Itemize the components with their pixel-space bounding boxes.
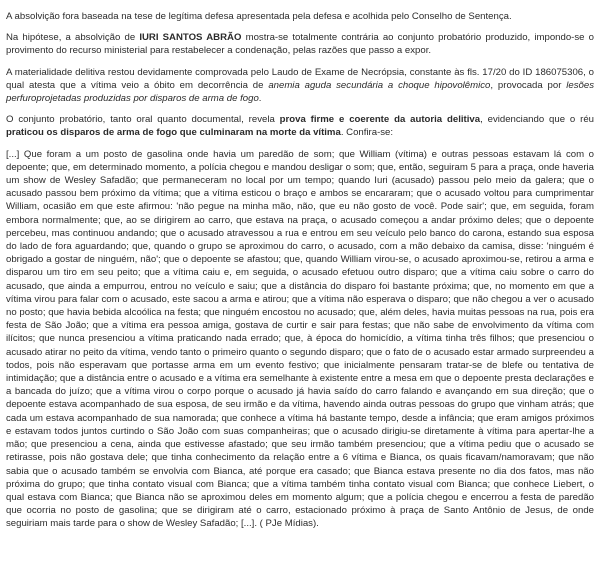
text-run: O conjunto probatório, tanto oral quanto documental, revela [6,114,280,126]
text-run: , provocada por [490,79,567,91]
text-run: . Confira-se: [340,127,394,139]
paragraph-absolution: A absolvição fora baseada na tese de legítima defesa apresentada pela defesa e acolhida pelo Conselho de Sentença. [6,11,512,22]
paragraph-materiality [6,66,594,106]
defendant-name: IURI SANTOS ABRÃO [139,32,242,44]
text-run: mostra-se totalmente contrária ao conjunto probatório produzido, impondo-se o provimento do recurso ministerial para restabelecer a condenação, pelas razões que passo a expor. [6,32,594,57]
emphasis-proof: prova firme e coerente da autoria delitiva [279,114,481,126]
paragraph-evidence [6,113,594,139]
text-run: , evidenciando que o réu [480,114,594,126]
testimony-quote: [...] Que foram a um posto de gasolina onde havia um paredão de som; que William (vítima) e outras pessoas estavam lá com o depoente; que, em determinado momento, a polícia chegou e mandou desligar o som; que, então, seguiram 5 para a praça, onde haveria um show de Wesley Safadão; que permaneceram no local por um tempo; quando Iuri (acusado) passou pelo meio da galera; que o acusado passou bem próximo da vítima; que a vítima esticou o braço e ambos se encararam; que o acusado voltou para cumprimentar William, ocasião em que este afirmou: 'não pegue na minha mão, não, que eu não gosto de você. Pode sair'; que, em seguida, foram embora normalmente; que, ao se dirigirem ao carro, que estava na praça, o acusado começou a andar próximo deles; que o depoente percebeu, mas continuou andando; que o acusado atravessou a rua e entrou em seu veículo pelo banco do carona, estando sua esposa do lado de fora aguardando; que, quando o grupo se aproximou do carro, o acusado, com a mão debaixo da camisa, disse: 'ninguém é obrigado a gostar de ninguém, não'; que o depoente se afastou; que, quando William virou-se, o acusado aproximou-se, retirou a arma e disparou um tiro em seu peito; que a vítima caiu e, em seguida, o acusado efetuou outro disparo; que a vítima caiu sobre o carro do acusado, que ainda a empurrou, entrou no veículo e saiu; que a distância do disparo foi bastante próxima; que, no momento em que a vítima virou para falar com o acusado, este sacou a arma e atirou; que a vítima não esperava o disparo; que não chegou a ver o acusado no posto; que havia bebida alcoólica na festa; que ninguém encostou no acusado; que, além deles, havia muitas pessoas na rua, pois era festa de São João; que a vítima era pessoa amiga, gostava de curtir e sair para festas; que não sabe de envolvimento da vítima com ilícitos; que nunca presenciou a vítima praticando nada errado; que, à época do homicídio, a vítima tinha três filhos; que presenciou o acusado atirar no peito da vítima, vendo tanto o primeiro quanto o segundo disparo; que o fato de o acusado estar armado surpreendeu a todos, pois não esperavam que portasse arma em um evento festivo; que inicialmente pensaram tratar-se de blefe ou tentativa de intimidação; que a distância entre o acusado e a vítima era semelhante à existente entre a mesa em que o depoente presta declarações e a bancada do juízo; que a vítima virou o corpo porque o acusado já havia saído do carro falando e avançando em sua direção; que o depoente estava acompanhado de sua esposa, de seu irmão e da vítima, havendo ainda outras pessoas do grupo que vinham atrás; que cada um estava acompanhado de sua namorada; que conhece a vítima há bastante tempo, desde a infância; que eram amigos próximos e estavam todos juntos curtindo o São João com suas companheiras; que o acusado dirigiu-se diretamente à vítima para apertar-lhe a mão; que presenciou a cena, ainda que estivesse afastado; que seu irmão também presenciou; que a vítima pediu que o acusado se retirasse, pois não gostava dele; que tinha conhecimento da relação entre a 6 vítima e Bianca, os quais ficavam/namoravam; que não sabia que o acusado também se envolvia com Bianca, até porque era casado; que Bianca estava presente no dia dos fatos, mas não próxima do grupo; que tinha contato visual com Bianca; que a vítima também tinha contato visual com Bianca; que conhece Liebert, o qual estava com Bianca; que Bianca não se aproximou deles em momento algum; que a polícia chegou e encerrou a festa de paredão que ocorria no posto de gasolina; que se dirigiram até o carro, estacionado próximo à praça de Santo Antônio de Jesus, de onde seguiriam mais tarde para o show de Wesley Safadão; [...]. ( PJe Mídias). [6,148,594,530]
text-run: . [258,93,262,105]
paragraph-hypothesis [6,31,594,57]
text-run: Na hipótese, a absolvição de [6,32,140,44]
cause-of-death: anemia aguda secundária a choque hipovolêmico [268,79,491,91]
injury-description: lesões perfuroprojetadas produzidas por disparos de arma de fogo [6,79,594,105]
emphasis-shots: praticou os disparos de arma de fogo que culminaram na morte da vítima [6,127,341,139]
text-run: A materialidade delitiva restou devidamente comprovada pelo Laudo de Exame de Necrópsia, constante às fls. 17/20 do ID 186075306, o qual atesta que a vítima veio a óbito em decorrência de [6,66,594,91]
